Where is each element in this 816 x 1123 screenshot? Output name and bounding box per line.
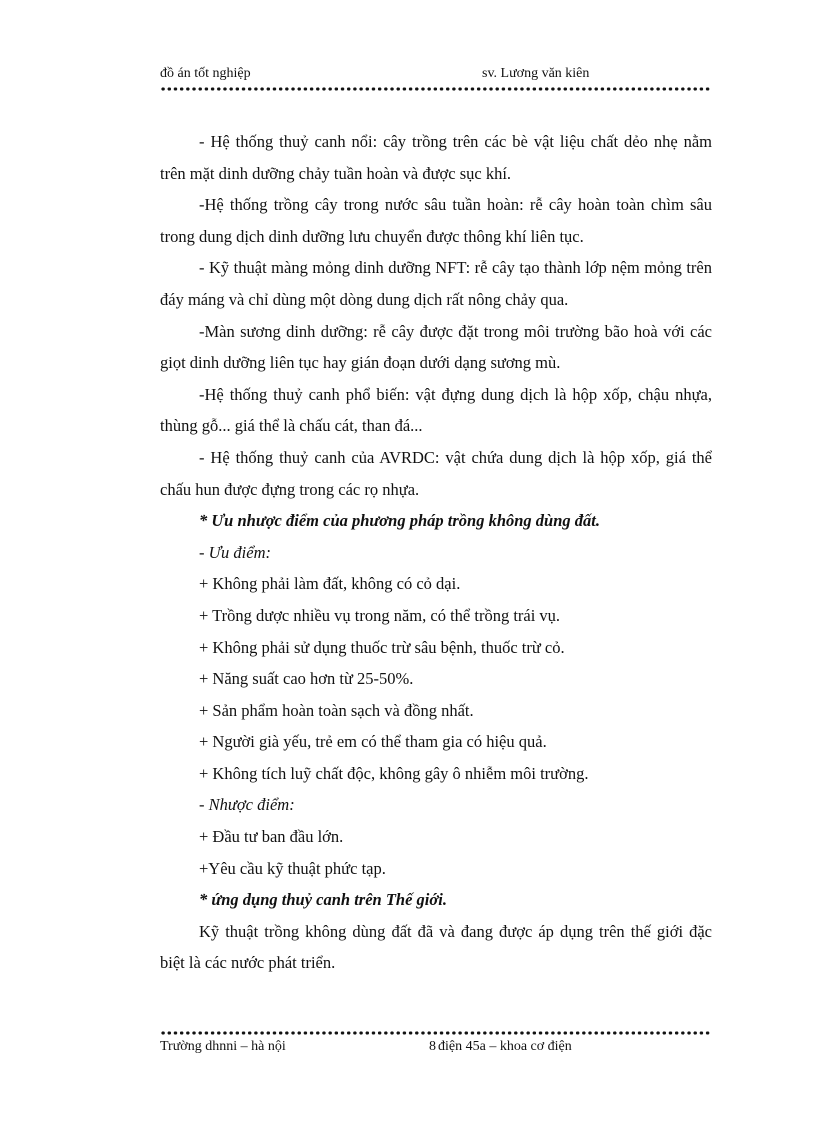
list-item: + Không phải sử dụng thuốc trừ sâu bệnh, thuốc trừ cỏ. xyxy=(199,637,565,657)
paragraph-floating-hydroponics: - Hệ thống thuỷ canh nổi: cây trồng trên các bè vật liệu chất dẻo nhẹ nằm trên mặt dinh dưỡng chảy tuần hoàn và được sục khí. xyxy=(160,132,712,183)
paragraph-deep-water-culture: -Hệ thống trồng cây trong nước sâu tuần hoàn: rễ cây hoàn toàn chìm sâu trong dung dịch dinh dưỡng lưu chuyển được thông khí liên tục. xyxy=(160,195,712,246)
footer-dotted-rule xyxy=(160,1031,712,1035)
list-item: + Trồng dược nhiều vụ trong năm, có thể trồng trái vụ. xyxy=(199,605,561,625)
page-number: 8 xyxy=(429,1039,436,1054)
footer-left-text: Trường dhnni – hà nội xyxy=(160,1039,286,1054)
list-item: + Đầu tư ban đầu lớn. xyxy=(199,827,344,847)
section-heading-pros-cons: * Ưu nhược điểm của phương pháp trồng không dùng đất. xyxy=(199,511,600,531)
header-right-text: sv. Lương văn kiên xyxy=(482,66,590,81)
page-footer xyxy=(160,1037,712,1059)
list-item: + Không phải làm đất, không có cỏ dại. xyxy=(199,574,461,594)
paragraph-aeroponics: -Màn sương dinh dưỡng: rễ cây được đặt trong môi trường bão hoà với các giọt dinh dưỡng liên tục hay gián đoạn dưới dạng sương mù. xyxy=(160,321,712,373)
subheading-disadvantages: - Nhược điểm: xyxy=(199,795,295,815)
paragraph-world-applications: Kỹ thuật trồng không dùng đất đã và đang được áp dụng trên thế giới đặc biệt là các nước phát triển. xyxy=(160,921,712,973)
document-body xyxy=(160,126,712,979)
list-item: + Sản phẩm hoàn toàn sạch và đồng nhất. xyxy=(199,700,474,720)
header-dotted-rule xyxy=(160,87,712,91)
list-item: + Năng suất cao hơn từ 25-50%. xyxy=(199,669,414,689)
list-item: + Không tích luỹ chất độc, không gây ô nhiễm môi trường. xyxy=(199,763,589,783)
section-heading-world-applications: * ứng dụng thuỷ canh trên Thế giới. xyxy=(199,890,447,910)
footer-right-text: điện 45a – khoa cơ điện xyxy=(438,1039,572,1054)
page-header xyxy=(160,62,712,84)
header-left-text: đồ án tốt nghiệp xyxy=(160,66,251,81)
paragraph-common-hydroponics: -Hệ thống thuỷ canh phổ biến: vật đựng dung dịch là hộp xốp, chậu nhựa, thùng gỗ... giá thể là chấu cát, than đá... xyxy=(160,384,712,436)
paragraph-avrdc: - Hệ thống thuỷ canh của AVRDC: vật chứa dung dịch là hộp xốp, giá thể chấu hun được đựng trong các rọ nhựa. xyxy=(160,447,712,499)
list-item: + Người già yếu, trẻ em có thể tham gia có hiệu quả. xyxy=(199,732,547,752)
paragraph-nft: - Kỹ thuật màng mỏng dinh dưỡng NFT: rễ cây tạo thành lớp nệm mỏng trên đáy máng và chỉ dùng một dòng dung dịch rất nông chảy qua. xyxy=(160,258,712,309)
subheading-advantages: - Ưu điểm: xyxy=(199,542,272,562)
list-item: +Yêu cầu kỹ thuật phức tạp. xyxy=(199,858,386,878)
